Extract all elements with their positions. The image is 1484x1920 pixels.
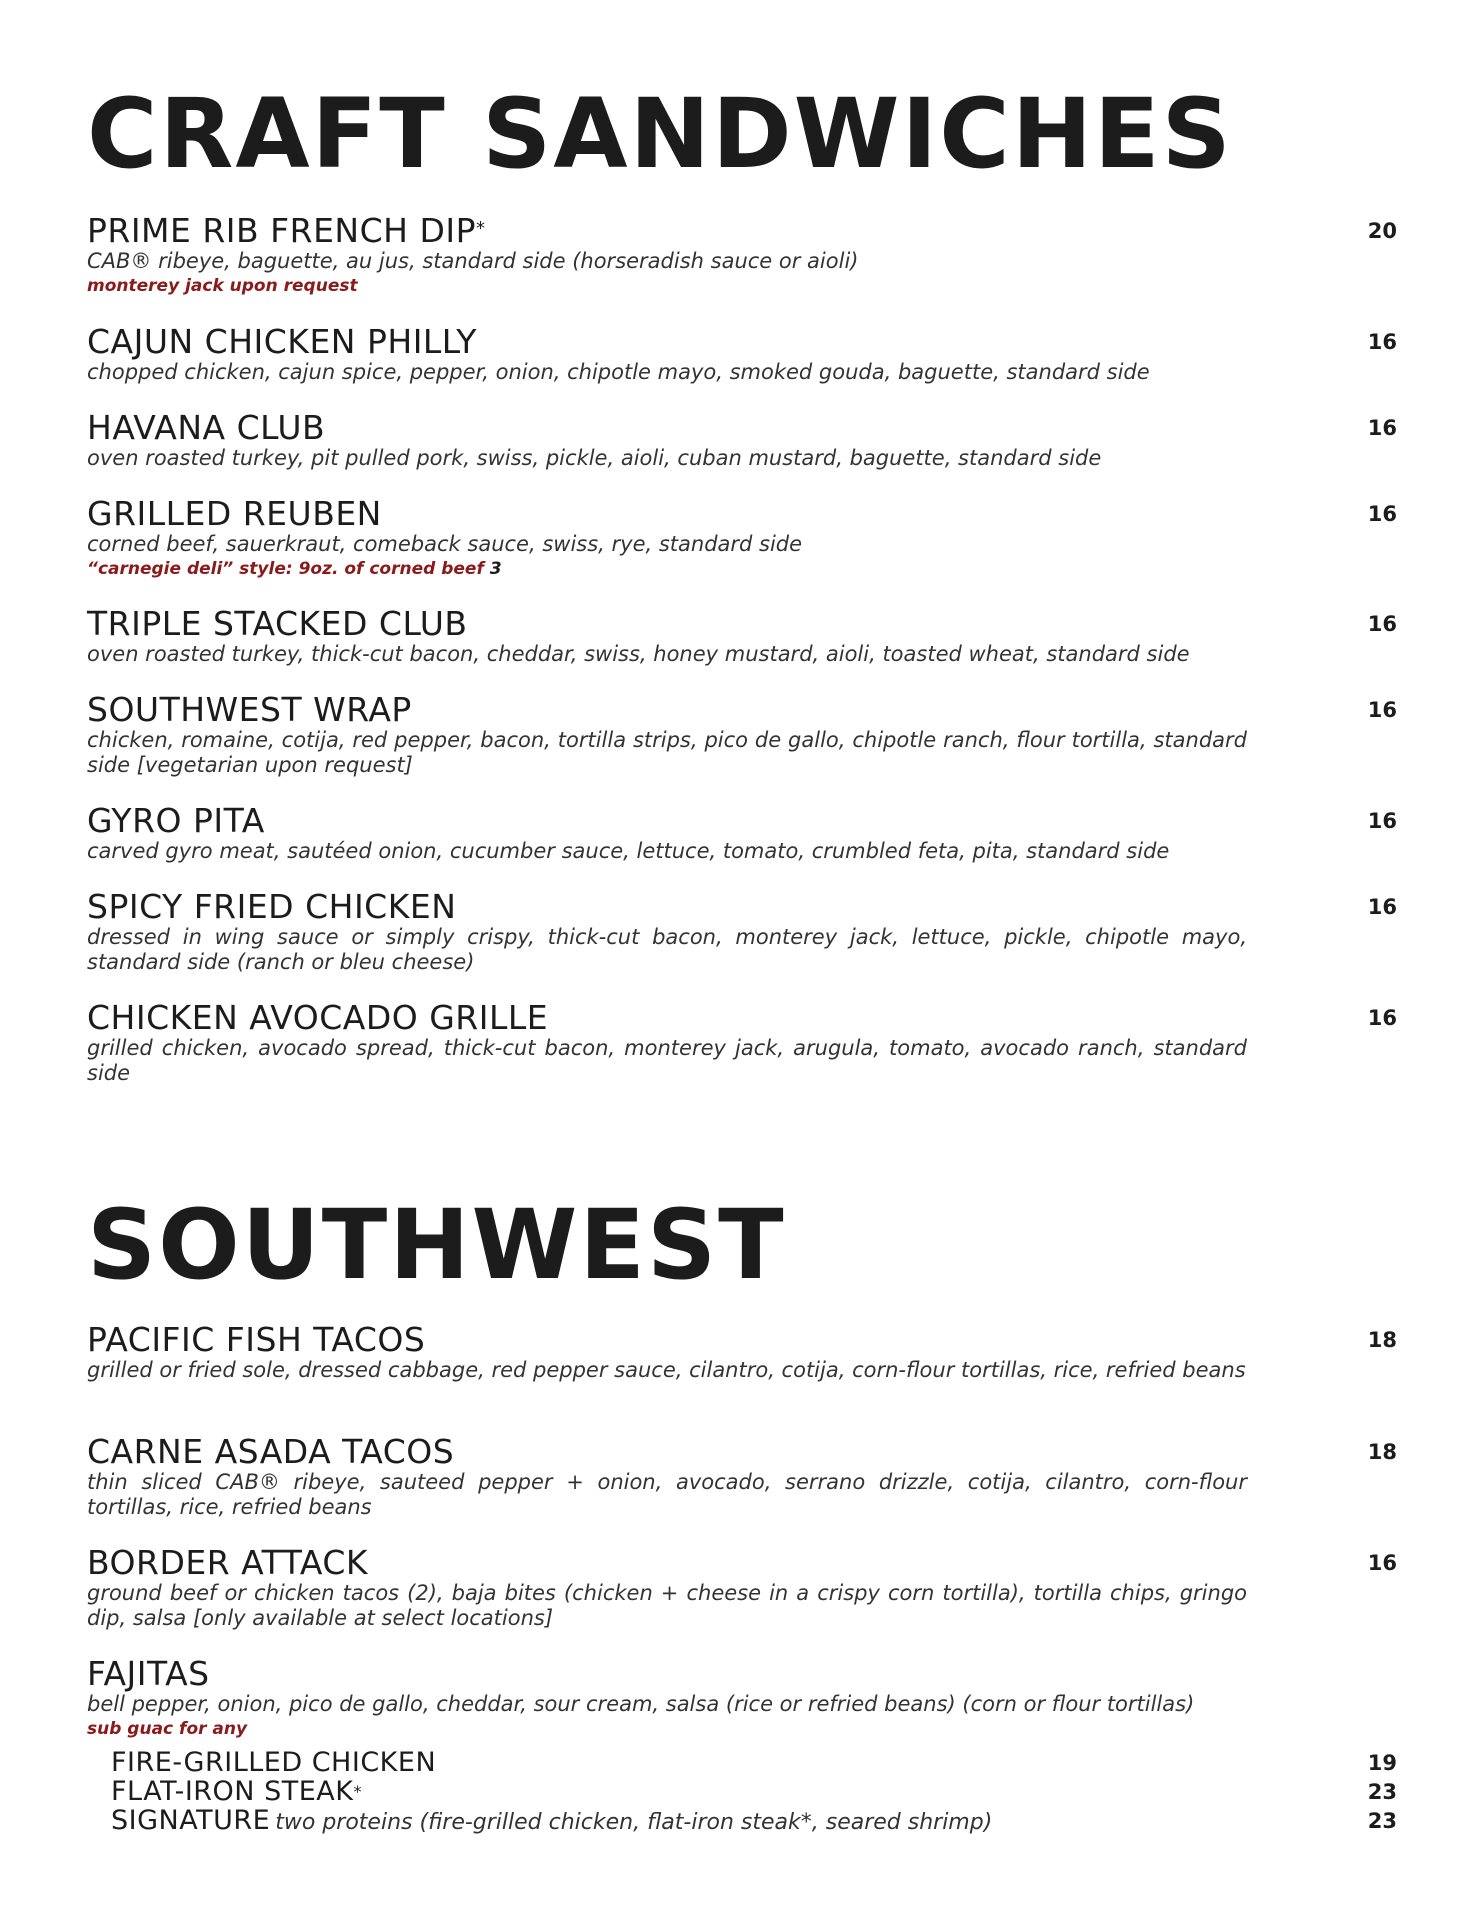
menu-item-southwest-wrap: [87, 692, 1397, 778]
menu-item-chicken-avocado-grille: [87, 1000, 1397, 1086]
item-price: 16: [1367, 416, 1397, 440]
item-name: HAVANA CLUB: [87, 408, 326, 447]
menu-item-carne-asada-tacos: [87, 1434, 1397, 1520]
item-name: SOUTHWEST WRAP: [87, 690, 412, 729]
item-description: oven roasted turkey, pit pulled pork, swiss, pickle, aioli, cuban mustard, baguette, standard side: [87, 446, 1102, 470]
option-name: FLAT-IRON STEAK*: [111, 1776, 362, 1807]
item-description: corned beef, sauerkraut, comeback sauce, swiss, rye, standard side: [87, 532, 803, 556]
option-price: 19: [1367, 1751, 1397, 1775]
section-title-southwest: SOUTHWEST: [87, 1189, 786, 1301]
item-description: grilled or fried sole, dressed cabbage, red pepper sauce, cilantro, cotija, corn-flour tortillas, rice, refried beans: [87, 1358, 1246, 1382]
asterisk-mark: *: [353, 1782, 362, 1801]
fajita-option-fire-grilled-chicken: [111, 1748, 1397, 1778]
item-name: FAJITAS: [87, 1654, 210, 1693]
item-name: CHICKEN AVOCADO GRILLE: [87, 998, 549, 1037]
upcharge-price: 3: [489, 559, 502, 579]
item-name: TRIPLE STACKED CLUB: [87, 604, 468, 643]
item-name: PRIME RIB FRENCH DIP*: [87, 211, 486, 250]
item-name: SPICY FRIED CHICKEN: [87, 887, 457, 926]
item-description: thin sliced CAB® ribeye, sauteed pepper + onion, avocado, serrano drizzle, cotija, cilantro, corn-flour tortillas, rice, refried beans: [87, 1470, 1247, 1519]
item-name: CARNE ASADA TACOS: [87, 1432, 455, 1471]
item-description: bell pepper, onion, pico de gallo, cheddar, sour cream, salsa (rice or refried beans) (corn or flour tortillas): [87, 1692, 1195, 1716]
item-price: 16: [1367, 1006, 1397, 1030]
item-price: 16: [1367, 612, 1397, 636]
item-description: oven roasted turkey, thick-cut bacon, cheddar, swiss, honey mustard, aioli, toasted wheat, standard side: [87, 642, 1190, 666]
option-name: SIGNATURE: [111, 1805, 271, 1836]
option-description: two proteins (fire-grilled chicken, flat-iron steak*, seared shrimp): [275, 1810, 993, 1835]
fajita-option-signature: [111, 1806, 1397, 1836]
item-name: GYRO PITA: [87, 801, 265, 840]
item-description: ground beef or chicken tacos (2), baja bites (chicken + cheese in a crispy corn tortilla), tortilla chips, gringo dip, salsa [only available at select locations]: [87, 1581, 1247, 1630]
section-title-craft-sandwiches: CRAFT SANDWICHES: [87, 78, 1233, 190]
menu-item-gyro-pita: [87, 803, 1397, 864]
item-name: GRILLED REUBEN: [87, 494, 382, 533]
item-name: PACIFIC FISH TACOS: [87, 1320, 426, 1359]
item-description: grilled chicken, avocado spread, thick-cut bacon, monterey jack, arugula, tomato, avocado ranch, standard side: [87, 1036, 1247, 1085]
fajita-option-flat-iron-steak: [111, 1777, 1397, 1807]
item-price: 18: [1367, 1328, 1397, 1352]
menu-item-spicy-fried-chicken: [87, 889, 1397, 975]
menu-item-grilled-reuben: [87, 496, 1397, 581]
asterisk-mark: *: [476, 218, 486, 239]
option-price: 23: [1367, 1809, 1397, 1833]
menu-item-border-attack: [87, 1545, 1397, 1631]
item-description: dressed in wing sauce or simply crispy, thick-cut bacon, monterey jack, lettuce, pickle, chipotle mayo, standard side (ranch or bleu cheese): [87, 925, 1247, 974]
item-price: 16: [1367, 698, 1397, 722]
item-description: chicken, romaine, cotija, red pepper, bacon, tortilla strips, pico de gallo, chipotle ranch, flour tortilla, standard side [vegetarian upon request]: [87, 728, 1247, 777]
option-name: FIRE-GRILLED CHICKEN: [111, 1747, 437, 1778]
option-price: 23: [1367, 1780, 1397, 1804]
menu-item-triple-stacked-club: [87, 606, 1397, 667]
menu-item-pacific-fish-tacos: [87, 1322, 1397, 1383]
item-description: carved gyro meat, sautéed onion, cucumber sauce, lettuce, tomato, crumbled feta, pita, standard side: [87, 839, 1170, 863]
item-note: sub guac for any: [87, 1719, 248, 1739]
item-note: monterey jack upon request: [87, 276, 358, 296]
item-price: 16: [1367, 1551, 1397, 1575]
item-description: CAB® ribeye, baguette, au jus, standard side (horseradish sauce or aioli): [87, 249, 859, 273]
menu-item-cajun-chicken-philly: [87, 324, 1397, 385]
item-name: BORDER ATTACK: [87, 1543, 369, 1582]
item-description: chopped chicken, cajun spice, pepper, onion, chipotle mayo, smoked gouda, baguette, standard side: [87, 360, 1150, 384]
menu-item-prime-rib-french-dip: [87, 213, 1397, 298]
item-price: 16: [1367, 502, 1397, 526]
menu-item-fajitas: [87, 1656, 1397, 1741]
item-name: CAJUN CHICKEN PHILLY: [87, 322, 477, 361]
item-note: “carnegie deli” style: 9oz. of corned beef 3: [87, 559, 502, 579]
item-price: 16: [1367, 809, 1397, 833]
item-price: 16: [1367, 895, 1397, 919]
item-price: 18: [1367, 1440, 1397, 1464]
item-price: 20: [1367, 219, 1397, 243]
item-price: 16: [1367, 330, 1397, 354]
menu-item-havana-club: [87, 410, 1397, 471]
